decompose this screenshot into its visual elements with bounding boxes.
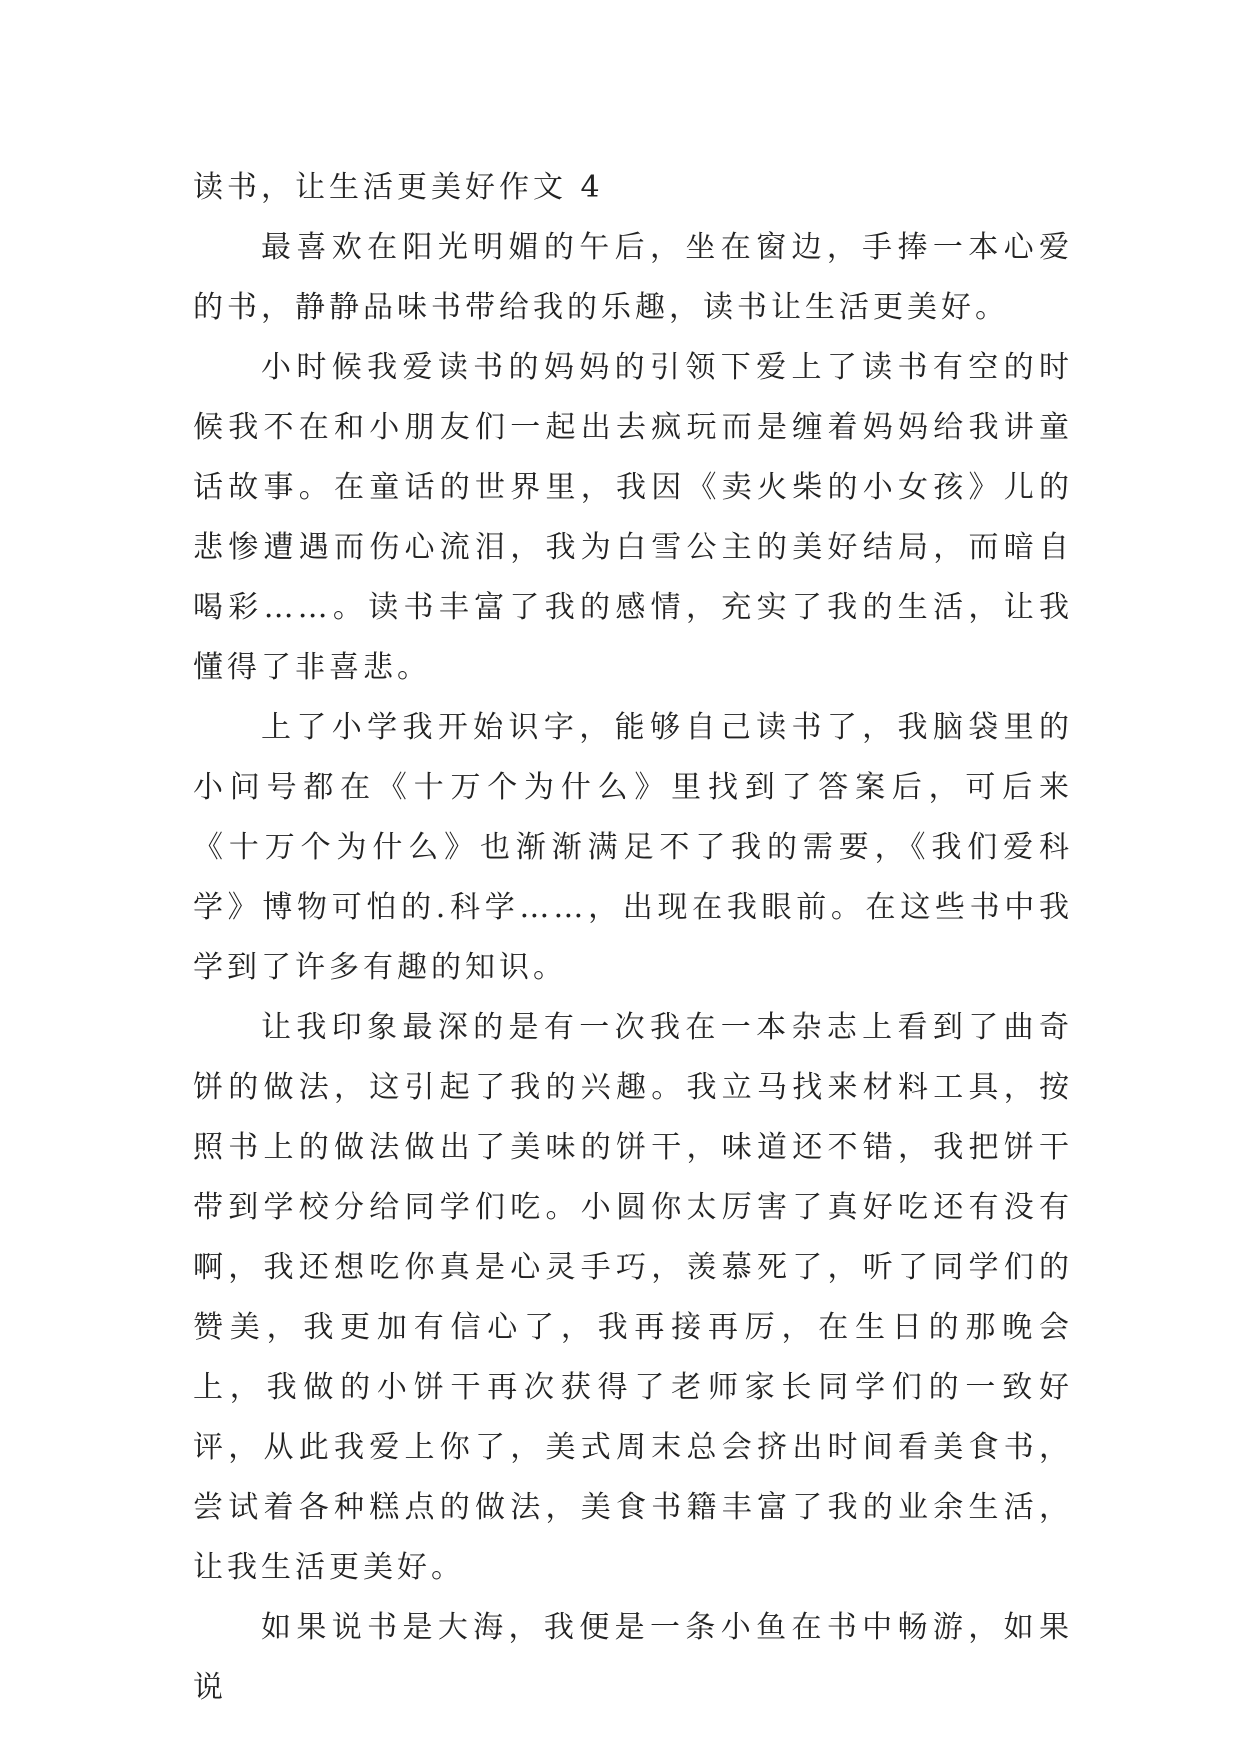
essay-body (193, 158, 1073, 1718)
paragraph-1: 最喜欢在阳光明媚的午后，坐在窗边，手捧一本心爱的书，静静品味书带给我的乐趣，读书让生活更美好。 (193, 230, 1073, 325)
paragraph-3: 上了小学我开始识字，能够自己读书了，我脑袋里的小问号都在《十万个为什么》里找到了答案后，可后来《十万个为什么》也渐渐满足不了我的需要，《我们爱科学》博物可怕的.科学……，出现在我眼前。在这些书中我学到了许多有趣的知识。 (193, 710, 1073, 985)
paragraph-2: 小时候我爱读书的妈妈的引领下爱上了读书有空的时候我不在和小朋友们一起出去疯玩而是缠着妈妈给我讲童话故事。在童话的世界里，我因《卖火柴的小女孩》儿的悲惨遭遇而伤心流泪，我为白雪公主的美好结局，而暗自喝彩……。读书丰富了我的感情，充实了我的生活，让我懂得了非喜悲。 (193, 350, 1073, 685)
paragraph-5: 如果说书是大海，我便是一条小鱼在书中畅游，如果说 (193, 1610, 1073, 1705)
essay-title: 读书，让生活更美好作文 4 (193, 170, 604, 205)
paragraph-4: 让我印象最深的是有一次我在一本杂志上看到了曲奇饼的做法，这引起了我的兴趣。我立马找来材料工具，按照书上的做法做出了美味的饼干，味道还不错，我把饼干带到学校分给同学们吃。小圆你太厉害了真好吃还有没有啊，我还想吃你真是心灵手巧，羡慕死了，听了同学们的赞美，我更加有信心了，我再接再厉，在生日的那晚会上，我做的小饼干再次获得了老师家长同学们的一致好评，从此我爱上你了，美式周末总会挤出时间看美食书，尝试着各种糕点的做法，美食书籍丰富了我的业余生活，让我生活更美好。 (193, 1010, 1073, 1585)
